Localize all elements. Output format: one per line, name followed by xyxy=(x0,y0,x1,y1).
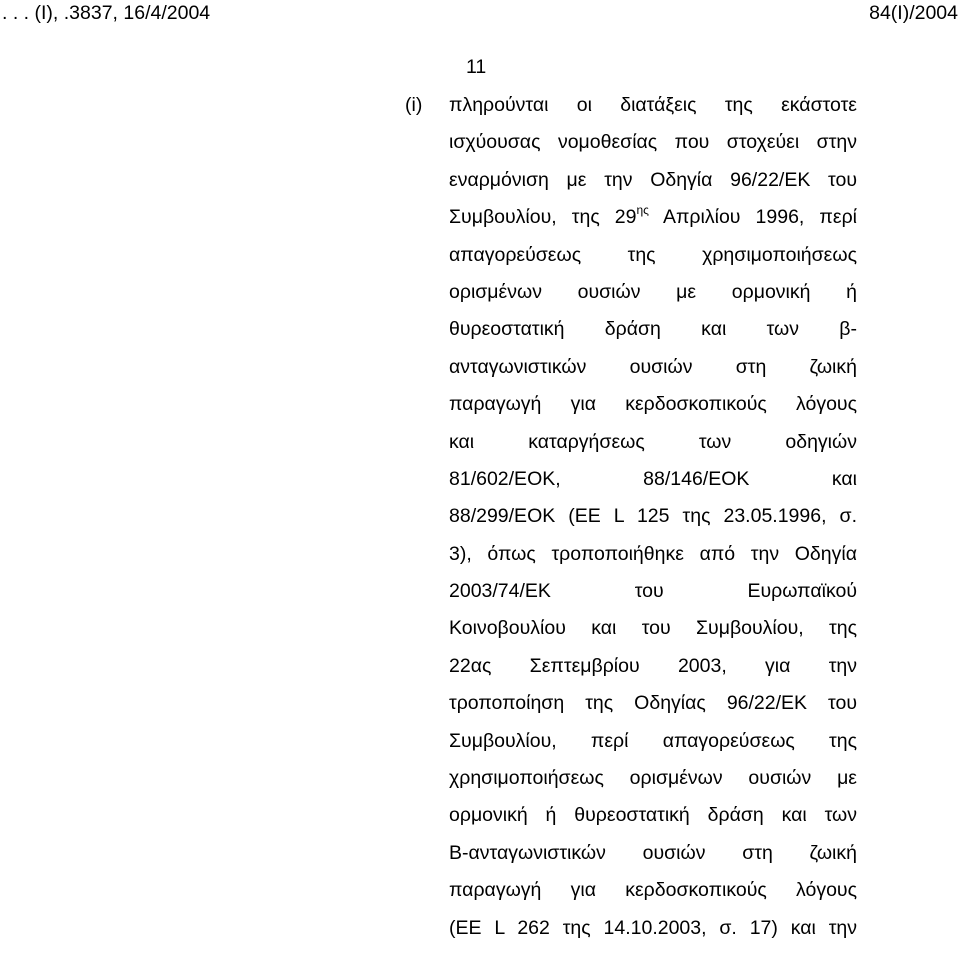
ordinal-superscript: ης xyxy=(636,203,649,218)
text-line: ορισμένων ουσιών με ορμονική ή xyxy=(449,280,857,303)
text-line: Κοινοβουλίου και του Συμβουλίου, της xyxy=(449,617,857,640)
item-text xyxy=(449,92,857,952)
text-line: 22ας Σεπτεμβρίου 2003, για την xyxy=(449,654,857,677)
text-line: και καταργήσεως των οδηγιών xyxy=(449,430,857,453)
header-left: . . . (I), .3837, 16/4/2004 xyxy=(2,2,211,24)
text-line: παραγωγή για κερδοσκοπικούς λόγους xyxy=(449,879,857,902)
text-line: 3), όπως τροποποιήθηκε από την Οδηγία xyxy=(449,542,857,565)
text-line-start: Συμβουλίου, της 29 xyxy=(449,206,637,229)
page-number: 11 xyxy=(466,56,487,78)
text-line: 88/299/ΕΟΚ (ΕΕ L 125 της 23.05.1996, σ. xyxy=(449,505,857,528)
text-line: Συμβουλίου, περί απαγορεύσεως της xyxy=(449,729,857,752)
text-line: πληρούνται οι διατάξεις της εκάστοτε xyxy=(449,94,857,116)
text-line: παραγωγή για κερδοσκοπικούς λόγους xyxy=(449,393,857,416)
text-line: χρησιμοποιήσεως ορισμένων ουσιών με xyxy=(449,767,857,790)
text-line: ορμονική ή θυρεοστατική δράση και των xyxy=(449,804,857,827)
text-line: (ΕΕ L 262 της 14.10.2003, σ. 17) και την xyxy=(449,916,857,939)
text-line xyxy=(449,204,857,241)
text-line: ισχύουσας νομοθεσίας που στοχεύει στην xyxy=(449,131,857,154)
text-line: 2003/74/ΕΚ του Ευρωπαϊκού xyxy=(449,580,857,603)
text-line: Β-ανταγωνιστικών ουσιών στη ζωική xyxy=(449,841,857,864)
text-line: εναρμόνιση με την Οδηγία 96/22/ΕΚ του xyxy=(449,168,857,191)
header-right: 84(I)/2004 xyxy=(869,2,958,24)
text-line: απαγορεύσεως της χρησιμοποιήσεως xyxy=(449,243,857,266)
text-line-end: Απριλίου 1996, περί xyxy=(648,206,857,229)
text-line: ανταγωνιστικών ουσιών στη ζωική xyxy=(449,355,857,378)
item-marker: (i) xyxy=(405,94,423,116)
text-line: τροποποίηση της Οδηγίας 96/22/ΕΚ του xyxy=(449,692,857,715)
text-line: 81/602/ΕΟΚ, 88/146/ΕΟΚ και xyxy=(449,467,857,490)
text-line: θυρεοστατική δράση και των β- xyxy=(449,318,857,341)
